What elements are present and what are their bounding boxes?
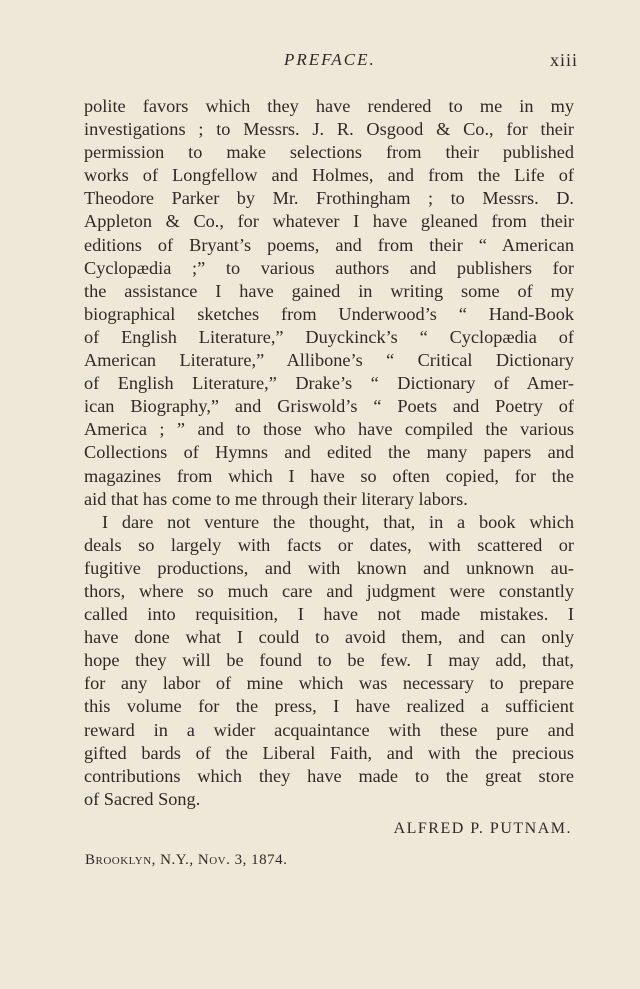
text-line: for any labor of mine which was necessary to prepare <box>84 673 574 694</box>
text-line: Cyclopædia ;” to various authors and publishers for <box>84 257 574 278</box>
dateline: Brooklyn, N.Y., Nov. 3, 1874. <box>85 852 288 868</box>
text-line: contributions which they have made to the great store <box>84 765 574 786</box>
text-line: polite favors which they have rendered to me in my <box>84 96 574 116</box>
text-line: works of Longfellow and Holmes, and from the Life of <box>84 165 574 186</box>
preface-body <box>84 95 574 811</box>
text-line: magazines from which I have so often copied, for the <box>84 465 574 486</box>
text-line: of English Literature,” Duyckinck’s “ Cyclopædia of <box>84 326 574 347</box>
text-line: of Sacred Song. <box>84 788 201 809</box>
text-line: America ; ” and to those who have compiled the various <box>84 419 574 440</box>
page-number: xiii <box>549 50 578 70</box>
text-line: called into requisition, I have not made mistakes. I <box>84 604 574 625</box>
text-line: American Literature,” Allibone’s “ Critical Dictionary <box>84 350 574 371</box>
text-line: aid that has come to me through their literary labors. <box>84 488 468 509</box>
text-line: Collections of Hymns and edited the many papers and <box>84 442 574 463</box>
page-header <box>84 50 578 76</box>
text-line: I dare not venture the thought, that, in a book which <box>102 511 574 532</box>
text-line: deals so largely with facts or dates, with scattered or <box>84 534 574 555</box>
text-line: fugitive productions, and with known and unknown au- <box>84 557 574 578</box>
text-line: hope they will be found to be few. I may add, that, <box>84 650 574 671</box>
text-line: reward in a wider acquaintance with these pure and <box>84 719 574 740</box>
text-line: ican Biography,” and Griswold’s “ Poets and Poetry of <box>84 396 574 417</box>
running-title: PREFACE. <box>284 50 376 69</box>
text-line: biographical sketches from Underwood’s “ Hand-Book <box>84 303 574 324</box>
text-line: Theodore Parker by Mr. Frothingham ; to Messrs. D. <box>84 188 574 209</box>
text-line: editions of Bryant’s poems, and from their “ American <box>84 234 574 255</box>
text-line: Appleton & Co., for whatever I have gleaned from their <box>84 211 574 232</box>
paragraph-1 <box>84 95 574 511</box>
text-line: this volume for the press, I have realized a sufficient <box>84 696 574 717</box>
author-signature: ALFRED P. PUTNAM. <box>393 820 572 837</box>
text-line: permission to make selections from their published <box>84 142 574 163</box>
text-line: the assistance I have gained in writing some of my <box>84 280 574 301</box>
text-line: investigations ; to Messrs. J. R. Osgood & Co., for their <box>84 119 574 140</box>
paragraph-2 <box>84 511 574 811</box>
text-line: of English Literature,” Drake’s “ Dictionary of Amer- <box>84 373 574 394</box>
text-line: gifted bards of the Liberal Faith, and with the precious <box>84 742 574 763</box>
text-line: thors, where so much care and judgment were constantly <box>84 580 574 601</box>
text-line: have done what I could to avoid them, and can only <box>84 627 574 648</box>
